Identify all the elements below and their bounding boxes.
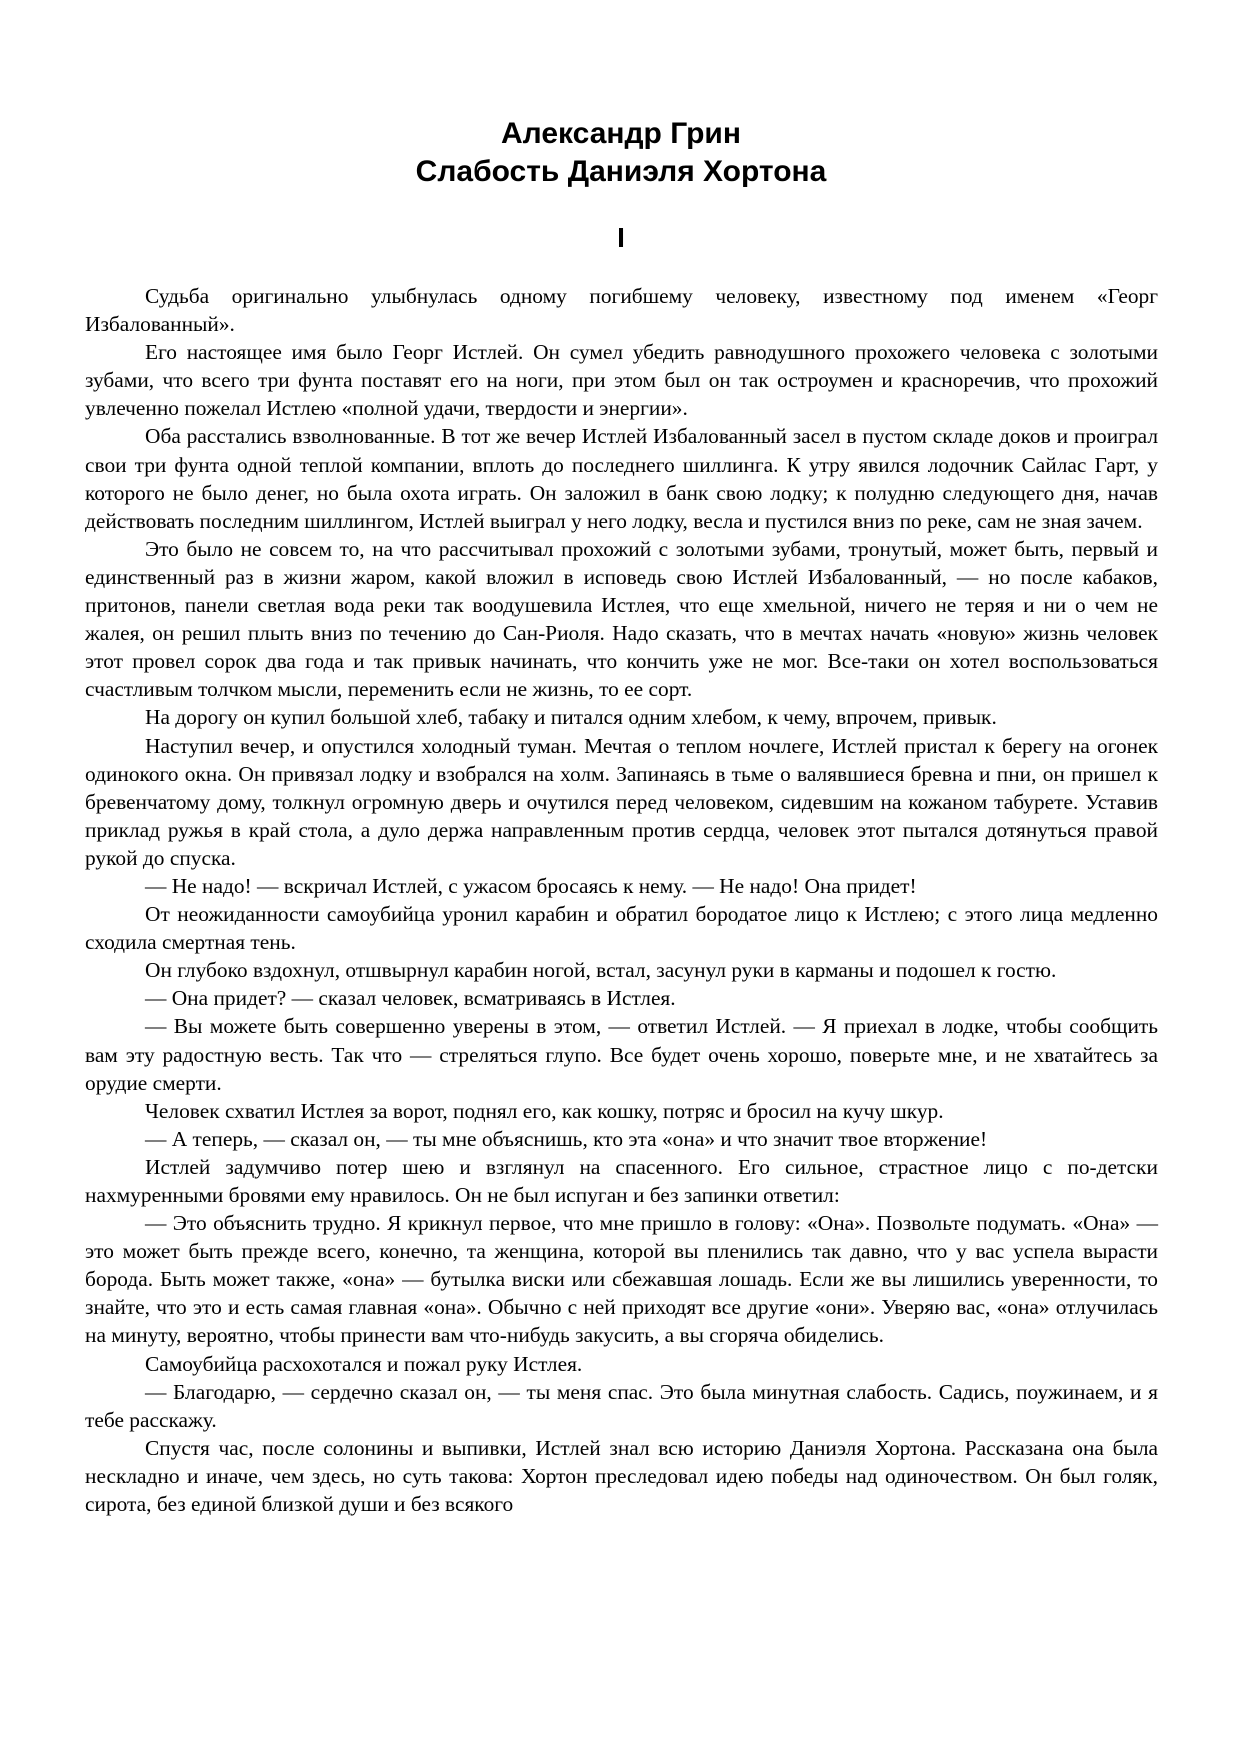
paragraph: Спустя час, после солонины и выпивки, Истлей знал всю историю Даниэля Хортона. Рассказана она была нескладно и иначе, чем здесь, но суть такова: Хортон преследовал идею победы над одиночеством. Он был голяк, сирота, без единой близкой души и без всякого: [85, 1435, 1158, 1517]
author-name: Александр Грин: [501, 117, 741, 150]
paragraph: — А теперь, — сказал он, — ты мне объяснишь, кто эта «она» и что значит твое вторжение!: [145, 1126, 988, 1151]
paragraph: — Это объяснить трудно. Я крикнул первое, что мне пришло в голову: «Она». Позвольте подумать. «Она» — это может быть прежде всего, конечно, та женщина, которой вы пленились так давно, что у вас успела вырасти борода. Быть может также, «она» — бутылка виски или сбежавшая лошадь. Если же вы лишились уверенности, то знайте, что это и есть самая главная «она». Обычно с ней приходят все другие «они». Уверяю вас, «она» отлучилась на минуту, вероятно, чтобы принести вам что-нибудь закусить, а вы сгоряча обиделись.: [85, 1211, 1158, 1348]
paragraph: — Вы можете быть совершенно уверены в этом, — ответил Истлей. — Я приехал в лодке, чтобы сообщить вам эту радостную весть. Так что — стреляться глупо. Все будет очень хорошо, поверьте мне, и не хватайтесь за орудие смерти.: [85, 1014, 1158, 1095]
paragraph: Судьба оригинально улыбнулась одному погибшему человеку, известному под именем «Георг Избалованный».: [85, 284, 1158, 337]
paragraph: — Не надо! — вскричал Истлей, с ужасом бросаясь к нему. — Не надо! Она придет!: [145, 873, 917, 898]
chapter-heading: I: [617, 222, 625, 253]
paragraph: Истлей задумчиво потер шею и взглянул на спасенного. Его сильное, страстное лицо с по-детски нахмуренными бровями ему нравилось. Он не был испуган и без запинки ответил:: [85, 1154, 1158, 1207]
paragraph: Человек схватил Истлея за ворот, поднял его, как кошку, потряс и бросил на кучу шкур.: [145, 1098, 944, 1123]
paragraph: Наступил вечер, и опустился холодный туман. Мечтая о теплом ночлеге, Истлей пристал к берегу на огонек одинокого окна. Он привязал лодку и взобрался на холм. Запинаясь в тьме о валявшиеся бревна и пни, он пришел к бревенчатому дому, толкнул огромную дверь и очутился перед человеком, сидевшим на кожаном табурете. Уставив приклад ружья в край стола, а дуло держа направленным против сердца, человек этот пытался дотянуться правой рукой до спуска.: [85, 733, 1158, 870]
paragraph: Оба расстались взволнованные. В тот же вечер Истлей Избалованный засел в пустом складе доков и проиграл свои три фунта одной теплой компании, вплоть до последнего шиллинга. К утру явился лодочник Сайлас Гарт, у которого не было денег, но была охота играть. Он заложил в банк свою лодку; к полудню следующего дня, начав действовать последним шиллингом, Истлей выиграл у него лодку, весла и пустился вниз по реке, сам не зная зачем.: [85, 424, 1158, 533]
paragraph: — Благодарю, — сердечно сказал он, — ты меня спас. Это была минутная слабость. Садись, поужинаем, и я тебе расскажу.: [85, 1379, 1158, 1432]
paragraph: На дорогу он купил большой хлеб, табаку и питался одним хлебом, к чему, впрочем, привык.: [145, 705, 997, 730]
paragraph: От неожиданности самоубийца уронил карабин и обратил бородатое лицо к Истлею; с этого лица медленно сходила смертная тень.: [85, 902, 1158, 955]
paragraph: Самоубийца расхохотался и пожал руку Истлея.: [145, 1351, 583, 1376]
document-title: Слабость Даниэля Хортона: [415, 155, 827, 188]
paragraph: — Она придет? — сказал человек, всматриваясь в Истлея.: [145, 986, 676, 1011]
paragraph: Его настоящее имя было Георг Истлей. Он сумел убедить равнодушного прохожего человека с золотыми зубами, что всего три фунта поставят его на ноги, при этом был он так остроумен и красноречив, что прохожий увлеченно пожелал Истлею «полной удачи, твердости и энергии».: [85, 340, 1158, 421]
paragraph: Это было не совсем то, на что рассчитывал прохожий с золотыми зубами, тронутый, может быть, первый и единственный раз в жизни жаром, какой вложил в исповедь свою Истлей Избалованный, — но после кабаков, притонов, панели светлая вода реки так воодушевила Истлея, что еще хмельной, ничего не теряя и ни о чем не жалея, он решил плыть вниз по течению до Сан-Риоля. Надо сказать, что в мечтах начать «новую» жизнь человек этот провел сорок два года и так привык начинать, что кончить уже не мог. Все-таки он хотел воспользоваться счастливым толчком мысли, переменить если не жизнь, то ее сорт.: [85, 536, 1158, 702]
body-text: [85, 282, 1158, 1518]
paragraph: Он глубоко вздохнул, отшвырнул карабин ногой, встал, засунул руки в карманы и подошел к гостю.: [145, 958, 1057, 983]
document-header: [0, 115, 1242, 191]
